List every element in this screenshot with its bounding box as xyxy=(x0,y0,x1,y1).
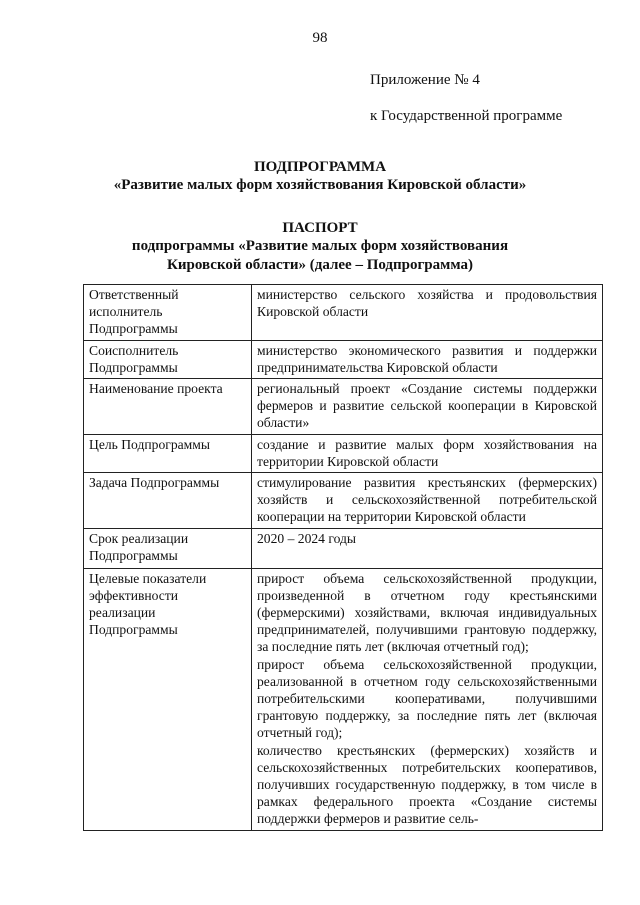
row-value xyxy=(252,285,603,341)
table-row xyxy=(84,528,603,568)
table-row xyxy=(84,285,603,341)
table-row xyxy=(84,340,603,378)
row-value xyxy=(252,528,603,568)
subprogram-title: ПОДПРОГРАММА xyxy=(253,159,387,175)
row-value-text: министерство сельского хозяйства и продовольствия Кировской области xyxy=(257,287,597,320)
passport-title: ПАСПОРТ xyxy=(282,220,358,236)
row-value-text: региональный проект «Создание системы поддержки фермеров и развитие сельской кооперации в Кировской области» xyxy=(257,381,597,431)
passport-subtitle: подпрограммы «Развитие малых форм хозяйствования Кировской области» (далее – Подпрограмма) xyxy=(131,238,509,273)
row-value-text: министерство экономического развития и поддержки предпринимательства Кировской области xyxy=(257,342,597,375)
table-row xyxy=(84,568,603,830)
row-label: Ответственный исполнитель Подпрограммы xyxy=(84,285,252,341)
row-label: Срок реализации Подпрограммы xyxy=(84,528,252,568)
row-value-text: стимулирование развития крестьянских (фермерских) хозяйств и сельскохозяйственной потребительской кооперации на территории Кировской области xyxy=(257,475,597,525)
table-row xyxy=(84,473,603,529)
page-number: 98 xyxy=(312,30,328,46)
row-value-text: создание и развитие малых форм хозяйствования на территории Кировской области xyxy=(257,436,597,469)
table-row xyxy=(84,379,603,435)
subprogram-name: «Развитие малых форм хозяйствования Кировской области» xyxy=(113,177,527,193)
passport-table xyxy=(83,284,603,831)
row-value-text: прирост объема сельскохозяйственной продукции, произведенной в отчетном году крестьянскими (фермерскими) хозяйствами, включая индивидуальных предпринимателей, получившими грантовую поддержку, за последние пять лет (включая отчетный год); xyxy=(257,570,597,655)
row-value xyxy=(252,340,603,378)
row-value xyxy=(252,434,603,472)
row-value xyxy=(252,473,603,529)
row-label: Соисполнитель Подпрограммы xyxy=(84,340,252,378)
row-value-text: прирост объема сельскохозяйственной продукции, реализованной в отчетном году сельскохозяйственными потребительскими кооперативами, получившими грантовую поддержку, за последние пять лет (включая отчетный год); xyxy=(257,656,597,741)
row-value-text: 2020 – 2024 годы xyxy=(257,530,357,546)
row-label: Целевые показатели эффективности реализации Подпрограммы xyxy=(84,568,252,830)
row-label: Цель Подпрограммы xyxy=(84,434,252,472)
row-value xyxy=(252,379,603,435)
row-label: Задача Подпрограммы xyxy=(84,473,252,529)
appendix-label: Приложение № 4 xyxy=(370,72,480,88)
table-row xyxy=(84,434,603,472)
row-value xyxy=(252,568,603,830)
appendix-reference: к Государственной программе xyxy=(370,108,563,124)
row-label: Наименование проекта xyxy=(84,379,252,435)
row-value-text: количество крестьянских (фермерских) хозяйств и сельскохозяйственных потребительских кооперативов, получивших государственную поддержку, в том числе в рамках федерального проекта «Создание системы поддержки фермеров и развитие сель- xyxy=(257,742,597,827)
